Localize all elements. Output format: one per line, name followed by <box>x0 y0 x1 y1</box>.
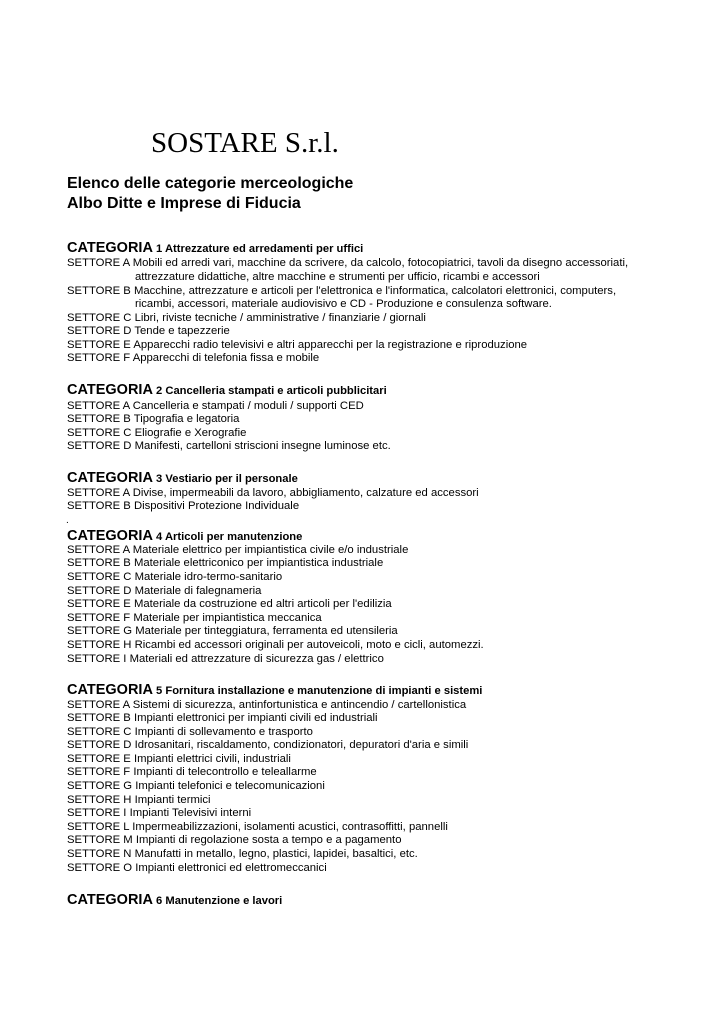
list-item: attrezzature didattiche, altre macchine e strumenti per ufficio, ricambi e accessori <box>135 271 540 283</box>
category-2-word: CATEGORIA <box>67 382 153 398</box>
list-item: SETTORE I Materiali ed attrezzature di sicurezza gas / elettrico <box>67 653 384 665</box>
category-3-word: CATEGORIA <box>67 470 153 486</box>
category-3-title <box>67 470 298 487</box>
list-item: SETTORE C Libri, riviste tecniche / amministrative / finanziarie / giornali <box>67 312 426 324</box>
heading-line-1: Elenco delle categorie merceologiche <box>67 175 354 192</box>
category-1-desc: 1 Attrezzature ed arredamenti per uffici <box>152 243 364 255</box>
category-5-title <box>67 682 482 699</box>
category-5-desc: 5 Fornitura installazione e manutenzione di impianti e sistemi <box>152 685 483 697</box>
list-item: ricambi, accessori, materiale audiovisivo e CD - Produzione e consulenza software. <box>135 298 552 310</box>
category-6-title <box>67 892 282 909</box>
list-item: SETTORE I Impianti Televisivi interni <box>67 807 252 819</box>
list-item: SETTORE A Divise, impermeabili da lavoro, abbigliamento, calzature ed accessori <box>67 487 479 499</box>
list-item: SETTORE H Impianti termici <box>67 794 211 806</box>
category-6-word: CATEGORIA <box>67 892 153 908</box>
category-5-word: CATEGORIA <box>67 682 153 698</box>
list-item: SETTORE B Impianti elettronici per impianti civili ed industriali <box>67 712 378 724</box>
list-item: SETTORE A Sistemi di sicurezza, antinfortunistica e antincendio / cartellonistica <box>67 699 467 711</box>
list-item: SETTORE D Materiale di falegnameria <box>67 585 262 597</box>
category-6-desc: 6 Manutenzione e lavori <box>152 895 283 907</box>
list-item: SETTORE N Manufatti in metallo, legno, plastici, lapidei, basaltici, etc. <box>67 848 418 860</box>
list-item: SETTORE F Materiale per impiantistica meccanica <box>67 612 322 624</box>
list-item: SETTORE A Cancelleria e stampati / moduli / supporti CED <box>67 400 364 412</box>
category-4-title <box>67 528 302 545</box>
list-item: SETTORE E Materiale da costruzione ed altri articoli per l'edilizia <box>67 598 392 610</box>
company-title: SOSTARE S.r.l. <box>151 127 339 159</box>
list-item: SETTORE B Macchine, attrezzature e articoli per l'elettronica e l'informatica, calcolatori elettronici, computers, <box>67 285 617 297</box>
list-item: SETTORE A Materiale elettrico per impiantistica civile e/o industriale <box>67 544 409 556</box>
category-1-word: CATEGORIA <box>67 240 153 256</box>
list-item: SETTORE G Materiale per tinteggiatura, ferramenta ed utensileria <box>67 625 398 637</box>
list-item: SETTORE M Impianti di regolazione sosta a tempo e a pagamento <box>67 834 402 846</box>
list-item: SETTORE F Impianti di telecontrollo e teleallarme <box>67 766 317 778</box>
category-4-word: CATEGORIA <box>67 528 153 544</box>
category-3-desc: 3 Vestiario per il personale <box>152 473 298 485</box>
category-2-desc: 2 Cancelleria stampati e articoli pubblicitari <box>152 385 387 397</box>
list-item: SETTORE A Mobili ed arredi vari, macchine da scrivere, da calcolo, fotocopiatrici, tavoli da disegno accessoriati, <box>67 257 629 269</box>
list-item: SETTORE D Idrosanitari, riscaldamento, condizionatori, depuratori d'aria e simili <box>67 739 469 751</box>
list-item: SETTORE H Ricambi ed accessori originali per autoveicoli, moto e cicli, automezzi. <box>67 639 484 651</box>
list-item: SETTORE B Materiale elettriconico per impiantistica industriale <box>67 557 384 569</box>
category-2-title <box>67 382 387 399</box>
list-item: SETTORE F Apparecchi di telefonia fissa e mobile <box>67 352 320 364</box>
list-item: SETTORE D Manifesti, cartelloni striscioni insegne luminose etc. <box>67 440 391 452</box>
list-item: SETTORE B Tipografia e legatoria <box>67 413 240 425</box>
list-item: SETTORE G Impianti telefonici e telecomunicazioni <box>67 780 325 792</box>
list-item: SETTORE E Impianti elettrici civili, industriali <box>67 753 291 765</box>
list-item: SETTORE C Impianti di sollevamento e trasporto <box>67 726 313 738</box>
separator-dot: . <box>66 515 69 526</box>
category-4-desc: 4 Articoli per manutenzione <box>152 531 303 543</box>
list-item: SETTORE C Materiale idro-termo-sanitario <box>67 571 283 583</box>
list-item: SETTORE B Dispositivi Protezione Individuale <box>67 500 300 512</box>
list-item: SETTORE L Impermeabilizzazioni, isolamenti acustici, contrasoffitti, pannelli <box>67 821 448 833</box>
list-item: SETTORE C Eliografie e Xerografie <box>67 427 247 439</box>
heading-line-2: Albo Ditte e Imprese di Fiducia <box>67 195 301 212</box>
category-1-title <box>67 240 363 257</box>
list-item: SETTORE D Tende e tapezzerie <box>67 325 230 337</box>
list-item: SETTORE E Apparecchi radio televisivi e altri apparecchi per la registrazione e riproduzione <box>67 339 528 351</box>
list-item: SETTORE O Impianti elettronici ed elettromeccanici <box>67 862 327 874</box>
